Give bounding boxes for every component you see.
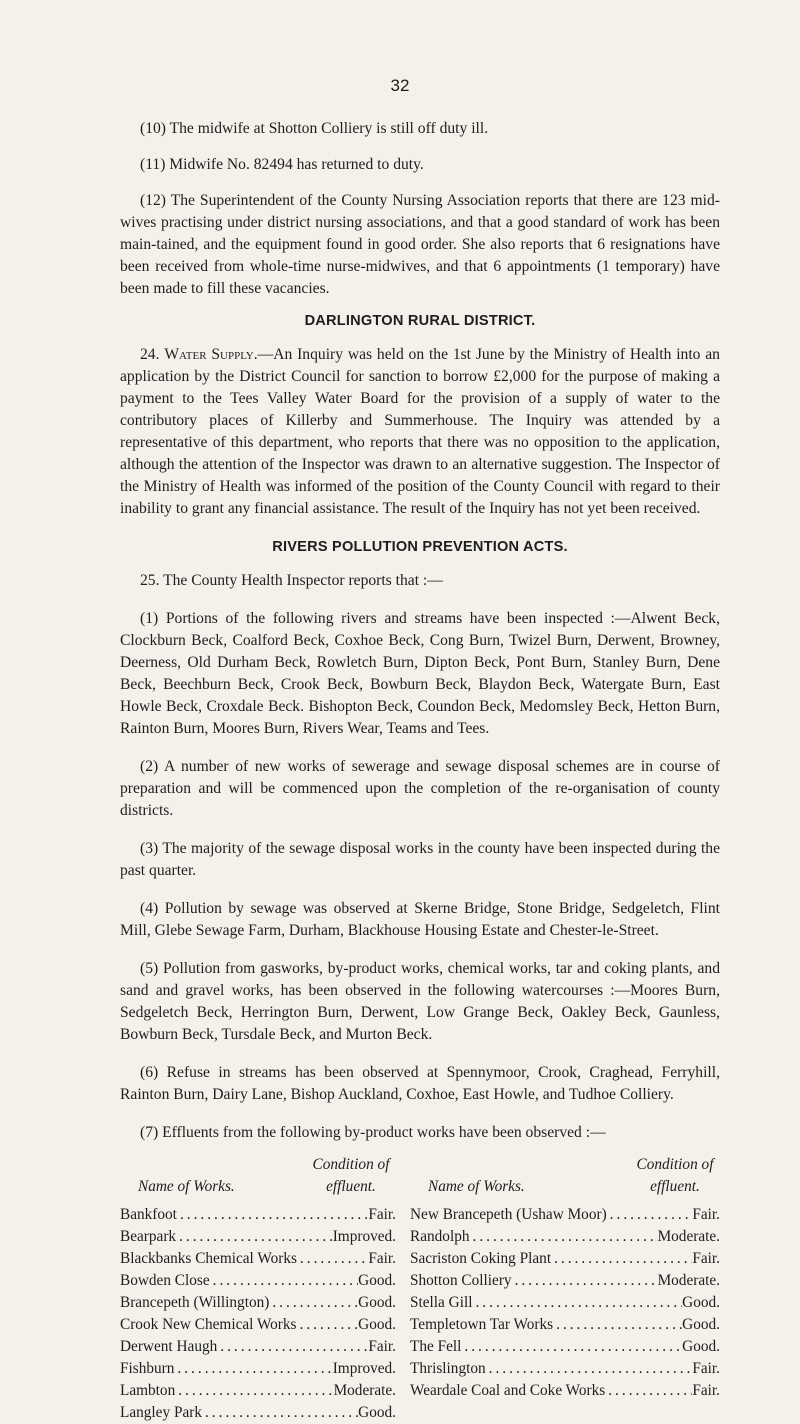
- works-name: Randolph: [410, 1228, 470, 1245]
- works-name: Crook New Chemical Works: [120, 1316, 297, 1333]
- midwife-item-12: (12) The Superintendent of the County Nursing Association reports that there are 123 mid-wives practising under district nursing associations, and that a good standard of work has been main-tained, and the equipment found in good order. She also reports that 6 resignations have been received from whole-time nurse-midwives, and that 6 appointments (1 temporary) have been made to fill these vacancies.: [120, 192, 720, 297]
- works-name: Derwent Haugh: [120, 1338, 218, 1355]
- table-row: [410, 1204, 720, 1226]
- effluent-condition: Fair.: [368, 1250, 396, 1267]
- paragraph-number: 24.: [140, 346, 160, 363]
- rivers-item-3: (3) The majority of the sewage disposal works in the county have been inspected during the past quarter.: [120, 840, 720, 879]
- leader-dots: [217, 1336, 368, 1358]
- effluent-condition: Fair.: [692, 1360, 720, 1377]
- midwife-item-11: (11) Midwife No. 82494 has returned to duty.: [140, 156, 424, 173]
- works-name: Bearpark: [120, 1228, 177, 1245]
- table-row: [410, 1358, 720, 1380]
- works-name: Fishburn: [120, 1360, 175, 1377]
- effluents-right-rows: [410, 1204, 720, 1402]
- table-row: [120, 1402, 396, 1424]
- leader-dots: [177, 1204, 368, 1226]
- leader-dots: [486, 1358, 693, 1380]
- leader-dots: [176, 1226, 333, 1248]
- rivers-item-7: (7) Effluents from the following by-product works have been observed :—: [140, 1124, 606, 1141]
- rivers-heading: RIVERS POLLUTION PREVENTION ACTS.: [272, 539, 568, 555]
- leader-dots: [297, 1314, 359, 1336]
- table-row: [120, 1292, 396, 1314]
- effluent-condition: Fair.: [692, 1206, 720, 1223]
- works-name: Langley Park: [120, 1404, 202, 1421]
- condition-header-line1: Condition of: [312, 1156, 390, 1173]
- leader-dots: [472, 1292, 682, 1314]
- effluent-condition: Improved.: [332, 1360, 396, 1377]
- works-name: Bankfoot: [120, 1206, 177, 1223]
- effluents-left-rows: [120, 1204, 396, 1424]
- water-supply-paragraph: [120, 344, 720, 520]
- leader-dots: [551, 1248, 692, 1270]
- column-header-name: Name of Works.: [428, 1178, 525, 1195]
- effluent-condition: Fair.: [368, 1338, 396, 1355]
- table-row: [120, 1314, 396, 1336]
- rivers-item-6: (6) Refuse in streams has been observed at Spennymoor, Crook, Craghead, Ferryhill, Rainton Burn, Dairy Lane, Bishop Auckland, Coxhoe, East Howle, and Tudhoe Colliery.: [120, 1064, 720, 1103]
- effluent-condition: Good.: [358, 1404, 396, 1421]
- effluent-condition: Good.: [682, 1338, 720, 1355]
- effluent-condition: Fair.: [368, 1206, 396, 1223]
- effluent-condition: Good.: [358, 1294, 396, 1311]
- works-name: Stella Gill: [410, 1294, 473, 1311]
- table-row: [120, 1358, 396, 1380]
- effluent-condition: Fair.: [692, 1250, 720, 1267]
- effluents-right-header: [410, 1154, 720, 1198]
- works-name: Templetown Tar Works: [410, 1316, 554, 1333]
- works-name: Sacriston Coking Plant: [410, 1250, 552, 1267]
- column-header-condition: [630, 1154, 720, 1198]
- works-name: Blackbanks Chemical Works: [120, 1250, 297, 1267]
- table-row: [410, 1248, 720, 1270]
- table-row: [120, 1226, 396, 1248]
- effluent-condition: Good.: [358, 1316, 396, 1333]
- works-name: Bowden Close: [120, 1272, 210, 1289]
- page-body: [120, 118, 720, 1424]
- effluent-condition: Moderate.: [657, 1228, 720, 1245]
- condition-header-line2: effluent.: [326, 1178, 376, 1195]
- effluent-condition: Moderate.: [333, 1382, 396, 1399]
- leader-dots: [553, 1314, 682, 1336]
- leader-dots: [269, 1292, 358, 1314]
- page-number: 32: [390, 76, 410, 95]
- table-row: [120, 1270, 396, 1292]
- leader-dots: [202, 1402, 358, 1424]
- table-row: [120, 1248, 396, 1270]
- works-name: Lambton: [120, 1382, 176, 1399]
- rivers-item-2: (2) A number of new works of sewerage and sewage disposal schemes are in course of preparation and will be commenced upon the completion of the re-organisation of county districts.: [120, 758, 720, 819]
- effluent-condition: Good.: [358, 1272, 396, 1289]
- effluent-condition: Improved.: [332, 1228, 396, 1245]
- table-row: [410, 1226, 720, 1248]
- leader-dots: [461, 1336, 682, 1358]
- leader-dots: [512, 1270, 658, 1292]
- rivers-item-4: (4) Pollution by sewage was observed at Skerne Bridge, Stone Bridge, Sedgeletch, Flint Mill, Glebe Sewage Farm, Durham, Blackhouse Housing Estate and Chester-le-Street.: [120, 900, 720, 939]
- leader-dots: [174, 1358, 332, 1380]
- effluent-condition: Fair.: [692, 1382, 720, 1399]
- works-name: New Brancepeth (Ushaw Moor): [410, 1206, 607, 1223]
- effluents-table: [120, 1154, 720, 1424]
- effluents-right-column: [410, 1154, 720, 1424]
- effluent-condition: Good.: [682, 1294, 720, 1311]
- works-name: Thrislington: [410, 1360, 486, 1377]
- effluents-left-column: [120, 1154, 396, 1424]
- effluents-left-header: [120, 1154, 396, 1198]
- paragraph-text: —An Inquiry was held on the 1st June by the Ministry of Health into an application by the District Council for sanction to borrow £2,000 for the purpose of making a payment to the Tees Valley Water Board for the provision of a supply of water to the contributory places of Killerby and Summerhouse. The Inquiry was attended by a representative of this department, who reports that there was no opposition to the application, although the attention of the Inspector was drawn to an alternative suggestion. The Inspector of the Ministry of Health was informed of the position of the County Council with regard to their inability to grant any financial assistance. The result of the Inquiry has not yet been received.: [120, 346, 720, 517]
- table-row: [410, 1292, 720, 1314]
- effluent-condition: Moderate.: [657, 1272, 720, 1289]
- leader-dots: [605, 1380, 692, 1402]
- leader-dots: [175, 1380, 333, 1402]
- table-row: [120, 1204, 396, 1226]
- table-row: [410, 1314, 720, 1336]
- table-row: [410, 1270, 720, 1292]
- works-name: Weardale Coal and Coke Works: [410, 1382, 606, 1399]
- table-row: [410, 1380, 720, 1402]
- paragraph-title: Water Supply.: [164, 346, 258, 363]
- rivers-intro: 25. The County Health Inspector reports that :—: [140, 572, 443, 589]
- midwife-item-10: (10) The midwife at Shotton Colliery is still off duty ill.: [140, 120, 489, 137]
- table-row: [410, 1336, 720, 1358]
- column-header-name: Name of Works.: [138, 1178, 235, 1195]
- condition-header-line1: Condition of: [636, 1156, 714, 1173]
- leader-dots: [470, 1226, 658, 1248]
- rivers-item-1: (1) Portions of the following rivers and streams have been inspected :—Alwent Beck, Clockburn Beck, Coalford Beck, Coxhoe Beck, Cong Burn, Twizel Burn, Derwent, Browney, Deerness, Old Durham Beck, Rowletch Burn, Dipton Beck, Pont Burn, Stanley Burn, Dene Beck, Beechburn Beck, Crook Beck, Bowburn Beck, Blaydon Beck, Watergate Burn, East Howle Beck, Croxdale Beck. Bishopton Beck, Coundon Beck, Medomsley Beck, Hetton Burn, Rainton Burn, Moores Burn, Rivers Wear, Teams and Tees.: [120, 610, 720, 737]
- darlington-heading: DARLINGTON RURAL DISTRICT.: [304, 313, 536, 329]
- leader-dots: [607, 1204, 693, 1226]
- leader-dots: [297, 1248, 368, 1270]
- works-name: The Fell: [410, 1338, 462, 1355]
- table-row: [120, 1336, 396, 1358]
- table-row: [120, 1380, 396, 1402]
- works-name: Shotton Colliery: [410, 1272, 512, 1289]
- works-name: Brancepeth (Willington): [120, 1294, 270, 1311]
- column-header-condition: [306, 1154, 396, 1198]
- condition-header-line2: effluent.: [650, 1178, 700, 1195]
- rivers-item-5: (5) Pollution from gasworks, by-product works, chemical works, tar and coking plants, and sand and gravel works, has been observed in the following watercourses :—Moores Burn, Sedgeletch Beck, Herrington Burn, Derwent, Low Grange Beck, Oakley Beck, Gaunless, Bowburn Beck, Tursdale Beck, and Murton Beck.: [120, 960, 720, 1043]
- effluent-condition: Good.: [682, 1316, 720, 1333]
- leader-dots: [210, 1270, 359, 1292]
